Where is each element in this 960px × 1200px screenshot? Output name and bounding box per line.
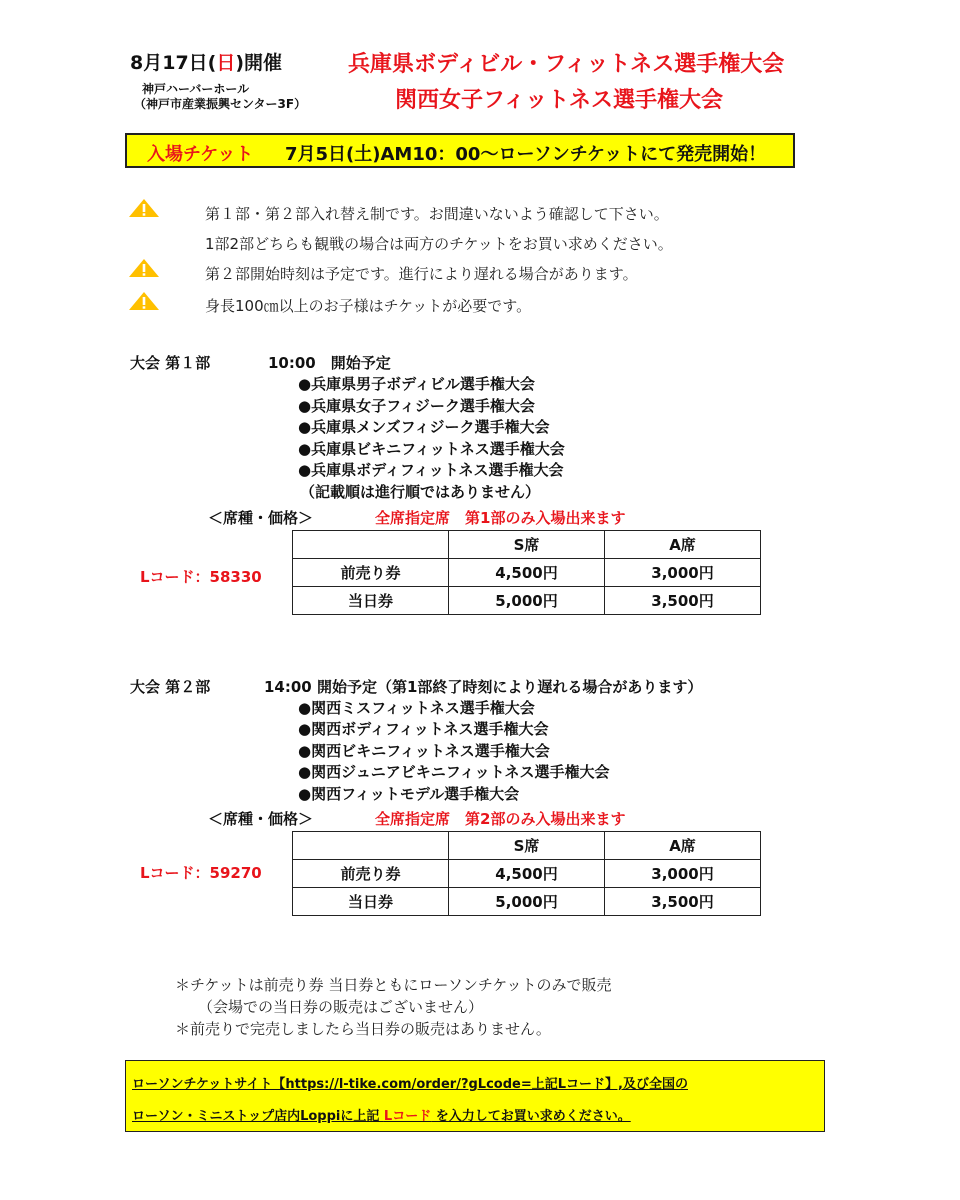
part2-event: ●関西ジュニアビキニフィットネス選手権大会: [298, 763, 610, 781]
part1-event: ●兵庫県ボディフィットネス選手権大会: [298, 461, 564, 479]
lcode-highlight: Lコード: [383, 1109, 432, 1124]
part2-price-table: [292, 831, 761, 916]
part2-label: 大会 第２部: [130, 678, 211, 696]
table-row: [293, 559, 761, 587]
warning-icon: [128, 198, 160, 218]
purchase-info-line2: [132, 1105, 631, 1124]
table-cell: 当日券: [293, 587, 449, 615]
table-cell: 3,000円: [605, 559, 761, 587]
purchase-info-box: [125, 1060, 825, 1132]
venue-detail: （神戸市産業振興センター3F）: [134, 97, 307, 111]
purchase-info-text: を入力してお買い求めください。: [431, 1109, 631, 1124]
part1-lcode: Lコード：58330: [140, 568, 262, 586]
purchase-info-text: ローソン・ミニストップ店内Loppiに上記: [132, 1109, 384, 1124]
date-day: 日: [216, 52, 236, 74]
table-cell: 4,500円: [449, 559, 605, 587]
part2-event: ●関西フィットモデル選手権大会: [298, 785, 520, 803]
notice-item: 身長100㎝以上のお子様はチケットが必要です。: [205, 297, 532, 315]
part1-event: ●兵庫県ビキニフィットネス選手権大会: [298, 440, 565, 458]
part1-price-table: [292, 530, 761, 615]
warning-icon: [128, 291, 160, 311]
part2-event: ●関西ミスフィットネス選手権大会: [298, 699, 535, 717]
ticket-banner-text: 7月5日(土)AM10：00～ローソンチケットにて発売開始！: [285, 144, 767, 165]
table-header-row: [293, 832, 761, 860]
table-cell: A席: [605, 832, 761, 860]
part1-label: 大会 第１部: [130, 354, 211, 372]
table-cell: 3,500円: [605, 888, 761, 916]
footnote: ＊前売りで完売しましたら当日券の販売はありません。: [175, 1020, 551, 1038]
part2-event: ●関西ボディフィットネス選手権大会: [298, 720, 549, 738]
part1-event: ●兵庫県メンズフィジーク選手権大会: [298, 418, 550, 436]
table-header-row: [293, 531, 761, 559]
part1-time: 10:00 開始予定: [268, 354, 391, 372]
table-cell: S席: [449, 531, 605, 559]
table-cell: [293, 832, 449, 860]
notice-item: 1部2部どちらも観戦の場合は両方のチケットをお買い求めください。: [205, 235, 673, 253]
ticket-banner-label: 入場チケット: [147, 144, 254, 165]
warning-icon: [128, 258, 160, 278]
table-cell: 3,500円: [605, 587, 761, 615]
part1-seat-note: 全席指定席 第1部のみ入場出来ます: [375, 509, 626, 527]
table-cell: A席: [605, 531, 761, 559]
table-row: [293, 860, 761, 888]
ticket-banner: [125, 133, 795, 168]
part2-event: ●関西ビキニフィットネス選手権大会: [298, 742, 550, 760]
table-cell: 5,000円: [449, 587, 605, 615]
venue-name: 神戸ハーバーホール: [142, 82, 250, 96]
table-cell: 前売り券: [293, 860, 449, 888]
table-cell: 5,000円: [449, 888, 605, 916]
table-cell: S席: [449, 832, 605, 860]
date-prefix: 8月17日(: [130, 52, 217, 74]
main-title: 兵庫県ボディビル・フィットネス選手権大会: [348, 52, 785, 77]
date-suffix: )開催: [235, 52, 283, 74]
footnote: （会場での当日券の販売はございません）: [198, 998, 484, 1016]
purchase-info-line1: ローソンチケットサイト【https://l-tike.com/order/?gLcode=上記Lコード】,及び全国の: [132, 1077, 688, 1092]
part2-seat-note: 全席指定席 第2部のみ入場出来ます: [375, 810, 626, 828]
part2-time: 14:00 開始予定（第1部終了時刻により遅れる場合があります）: [264, 678, 703, 696]
sub-title: 関西女子フィットネス選手権大会: [395, 88, 724, 113]
part2-seat-label: ＜席種・価格＞: [208, 810, 314, 828]
table-row: [293, 587, 761, 615]
part1-seat-label: ＜席種・価格＞: [208, 509, 314, 527]
table-cell: 3,000円: [605, 860, 761, 888]
notice-item: 第２部開始時刻は予定です。進行により遅れる場合があります。: [205, 265, 638, 283]
part1-event: ●兵庫県女子フィジーク選手権大会: [298, 397, 535, 415]
table-cell: 前売り券: [293, 559, 449, 587]
table-cell: 当日券: [293, 888, 449, 916]
part1-event: ●兵庫県男子ボディビル選手権大会: [298, 375, 535, 393]
notice-item: 第１部・第２部入れ替え制です。お間違いないよう確認して下さい。: [205, 205, 669, 223]
footnote: ＊チケットは前売り券 当日券ともにローソンチケットのみで販売: [175, 976, 612, 994]
table-row: [293, 888, 761, 916]
table-cell: 4,500円: [449, 860, 605, 888]
table-cell: [293, 531, 449, 559]
part2-lcode: Lコード：59270: [140, 864, 262, 882]
part1-order-note: （記載順は進行順ではありません）: [300, 483, 541, 501]
event-date: [130, 48, 282, 75]
